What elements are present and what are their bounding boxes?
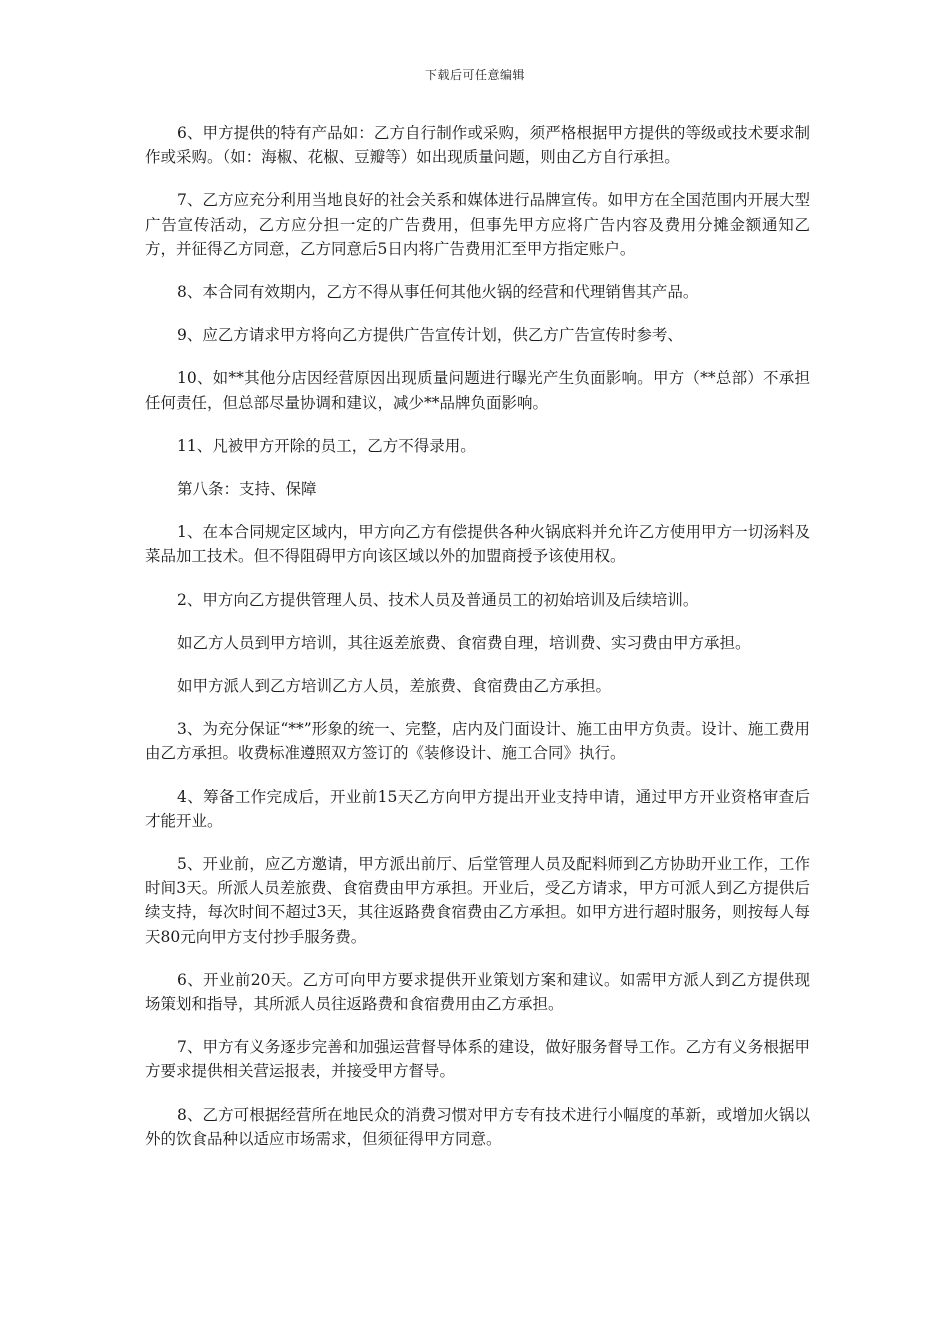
support-clause-2-note-b: 如甲方派人到乙方培训乙方人员，差旅费、食宿费由乙方承担。 bbox=[177, 677, 612, 696]
support-clause-5: 5、开业前，应乙方邀请，甲方派出前厅、后堂管理人员及配料师到乙方协助开业工作，工作时间3天。所派人员差旅费、食宿费由甲方承担。开业后，受乙方请求，甲方可派人到乙方提供后续支持，每次时间不超过3天，其往返路费食宿费由乙方承担。如甲方进行超时服务，则按每人每天80元向甲方支付抄手服务费。 bbox=[145, 855, 810, 946]
support-clause-7: 7、甲方有义务逐步完善和加强运营督导体系的建设，做好服务督导工作。乙方有义务根据甲方要求提供相关营运报表，并接受甲方督导。 bbox=[145, 1038, 810, 1081]
section-heading-article-8: 第八条：支持、保障 bbox=[177, 480, 317, 499]
support-clause-6: 6、开业前20天。乙方可向甲方要求提供开业策划方案和建议。如需甲方派人到乙方提供现场策划和指导，其所派人员往返路费和食宿费用由乙方承担。 bbox=[145, 970, 810, 1014]
page-header: 下载后可任意编辑 bbox=[424, 68, 525, 82]
clause-9-ad-plan: 9、应乙方请求甲方将向乙方提供广告宣传计划，供乙方广告宣传时参考、 bbox=[177, 326, 683, 345]
support-clause-8: 8、乙方可根据经营所在地民众的消费习惯对甲方专有技术进行小幅度的革新，或增加火锅以外的饮食品种以适应市场需求，但须征得甲方同意。 bbox=[145, 1105, 810, 1148]
document-body bbox=[145, 121, 810, 1170]
clause-6-special-products: 6、甲方提供的特有产品如：乙方自行制作或采购，须严格根据甲方提供的等级或技术要求制作或采购。（如：海椒、花椒、豆瓣等）如出现质量问题，则由乙方自行承担。 bbox=[145, 124, 810, 167]
support-clause-3: 3、为充分保证“**”形象的统一、完整，店内及门面设计、施工由甲方负责。设计、施工费用由乙方承担。收费标准遵照双方签订的《装修设计、施工合同》执行。 bbox=[145, 720, 810, 763]
clause-7-brand-promotion: 7、乙方应充分利用当地良好的社会关系和媒体进行品牌宣传。如甲方在全国范围内开展大型广告宣传活动，乙方应分担一定的广告费用，但事先甲方应将广告内容及费用分摊金额通知乙方，并征得乙方同意，乙方同意后5日内将广告费用汇至甲方指定账户。 bbox=[145, 191, 810, 258]
support-clause-2-note-a: 如乙方人员到甲方培训，其往返差旅费、食宿费自理，培训费、实习费由甲方承担。 bbox=[177, 633, 751, 652]
clause-8-non-compete: 8、本合同有效期内，乙方不得从事任何其他火锅的经营和代理销售其产品。 bbox=[177, 283, 699, 302]
clause-11-dismissed-staff: 11、凡被甲方开除的员工，乙方不得录用。 bbox=[177, 436, 476, 455]
clause-10-quality-issues: 10、如**其他分店因经营原因出现质量问题进行曝光产生负面影响。甲方（**总部）不承担任何责任，但总部尽量协调和建议，减少**品牌负面影响。 bbox=[145, 369, 810, 412]
support-clause-2: 2、甲方向乙方提供管理人员、技术人员及普通员工的初始培训及后续培训。 bbox=[177, 590, 699, 609]
support-clause-1: 1、在本合同规定区域内，甲方向乙方有偿提供各种火锅底料并允许乙方使用甲方一切汤料及菜品加工技术。但不得阻碍甲方向该区域以外的加盟商授予该使用权。 bbox=[145, 523, 810, 566]
support-clause-4: 4、筹备工作完成后，开业前15天乙方向甲方提出开业支持申请，通过甲方开业资格审查后才能开业。 bbox=[145, 787, 810, 830]
